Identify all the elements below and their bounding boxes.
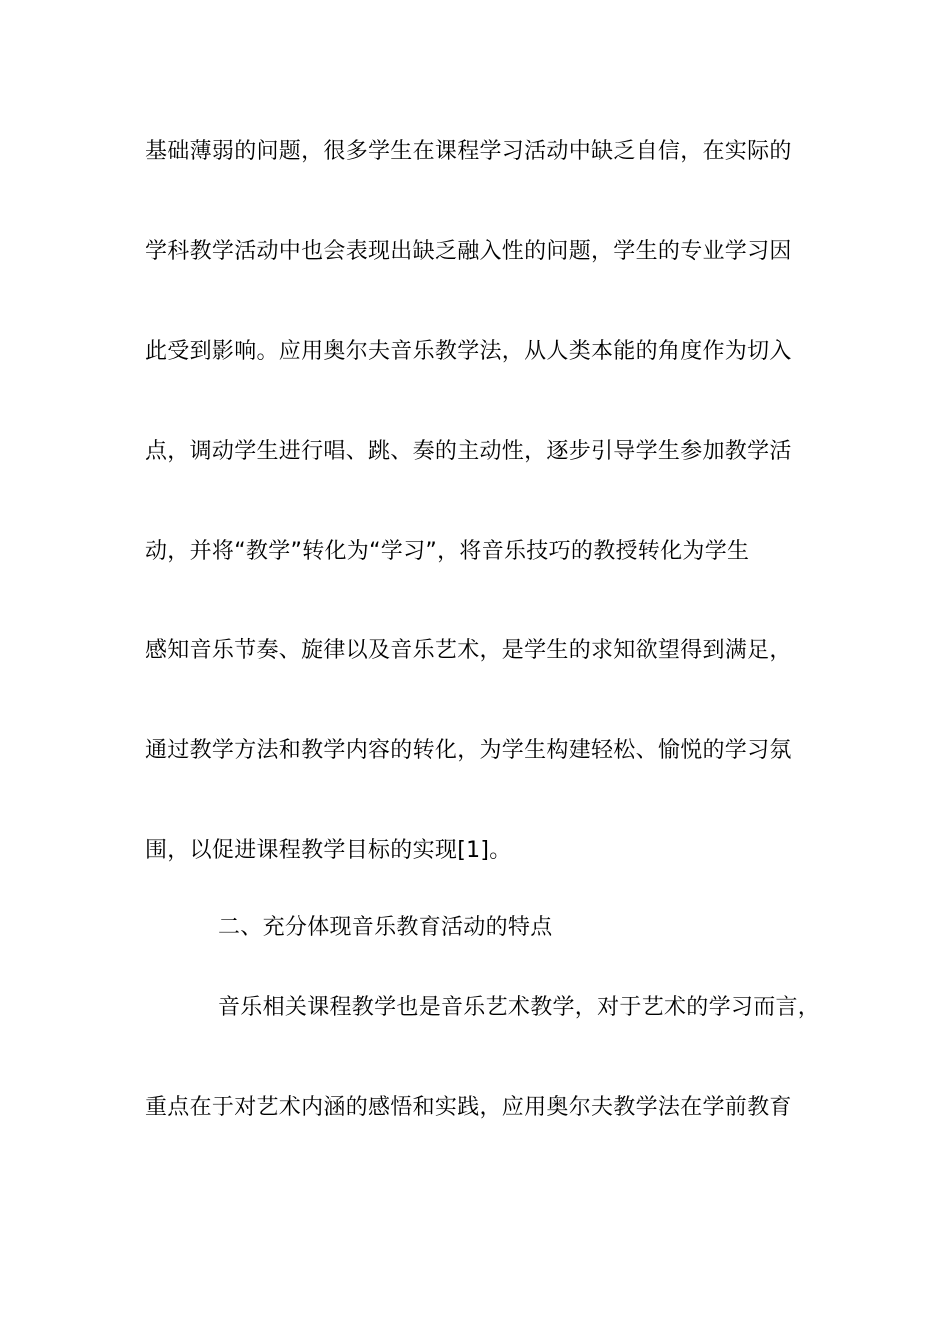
paragraph-line: 动，并将“教学”转化为“学习”，将音乐技巧的教授转化为学生 <box>145 539 750 564</box>
paragraph-line: 重点在于对艺术内涵的感悟和实践，应用奥尔夫教学法在学前教育 <box>145 1095 792 1120</box>
paragraph-line: 基础薄弱的问题，很多学生在课程学习活动中缺乏自信，在实际的 <box>145 139 792 164</box>
paragraph-line: 感知音乐节奏、旋律以及音乐艺术，是学生的求知欲望得到满足， <box>145 638 792 663</box>
paragraph-line: 此受到影响。应用奥尔夫音乐教学法，从人类本能的角度作为切入 <box>145 339 792 364</box>
paragraph-line: 音乐相关课程教学也是音乐艺术教学，对于艺术的学习而言， <box>218 995 821 1020</box>
section-heading: 二、充分体现音乐教育活动的特点 <box>218 915 553 940</box>
paragraph-line: 围，以促进课程教学目标的实现[1]。 <box>145 838 512 863</box>
paragraph-line: 学科教学活动中也会表现出缺乏融入性的问题，学生的专业学习因 <box>145 239 792 264</box>
paragraph-line: 点，调动学生进行唱、跳、奏的主动性，逐步引导学生参加教学活 <box>145 439 792 464</box>
paragraph-line: 通过教学方法和教学内容的转化，为学生构建轻松、愉悦的学习氛 <box>145 738 792 763</box>
